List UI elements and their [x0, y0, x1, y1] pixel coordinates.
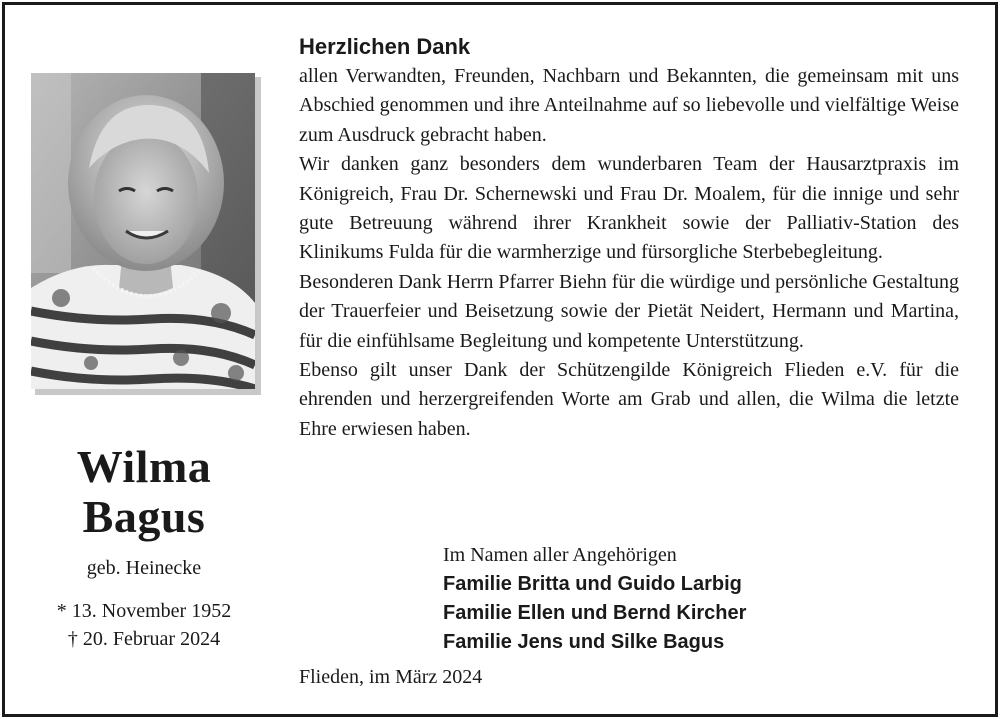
family-entry: Familie Ellen und Bernd Kircher [443, 602, 747, 624]
thank-you-message [299, 32, 959, 444]
portrait-photo [31, 73, 255, 389]
death-date: † 20. Februar 2024 [67, 628, 221, 650]
message-paragraph: Ebenso gilt unser Dank der Schützengilde Königreich Flieden e.V. für die ehrenden und herzergreifenden Worte am Grab und allen, die Wilma die letzte Ehre erwiesen haben. [299, 359, 959, 440]
family-entry: Familie Britta und Guido Larbig [443, 573, 742, 595]
maiden-name: geb. Heinecke [86, 557, 202, 579]
family-entry: Familie Jens und Silke Bagus [443, 631, 725, 653]
first-name: Wilma [76, 441, 212, 492]
message-paragraph: Besonderen Dank Herrn Pfarrer Biehn für die würdige und persönliche Gestaltung der Trauerfeier und Beisetzung sowie der Pietät Neidert, Hermann und Martina, für die einfühlsame Begleitung und kompetente Unterstützung. [299, 270, 959, 352]
message-paragraph: Wir danken ganz besonders dem wunderbaren Team der Hausarztpraxis im Königreich, Frau Dr. Schernewski und Frau Dr. Moalem, für die innige und sehr gute Betreuung während ihrer Krankheit sowie der Palliativ-Station des Klinikums Fulda für die warmherzige und fürsorgliche Sterbebegleitung. [299, 153, 959, 264]
signoff-intro: Im Namen aller Angehörigen [443, 544, 677, 566]
message-paragraph: allen Verwandten, Freunden, Nachbarn und Bekannten, die gemeinsam mit uns Abschied genommen und ihre Anteilnahme auf so liebevolle und vielfältige Weise zum Ausdruck gebracht haben. [299, 65, 959, 146]
deceased-name [30, 442, 258, 542]
birth-date: * 13. November 1952 [56, 600, 232, 622]
life-dates [30, 597, 258, 653]
family-list [443, 570, 746, 657]
place-date: Flieden, im März 2024 [299, 666, 483, 688]
last-name: Bagus [82, 491, 206, 542]
message-heading: Herzlichen Dank [299, 34, 471, 59]
